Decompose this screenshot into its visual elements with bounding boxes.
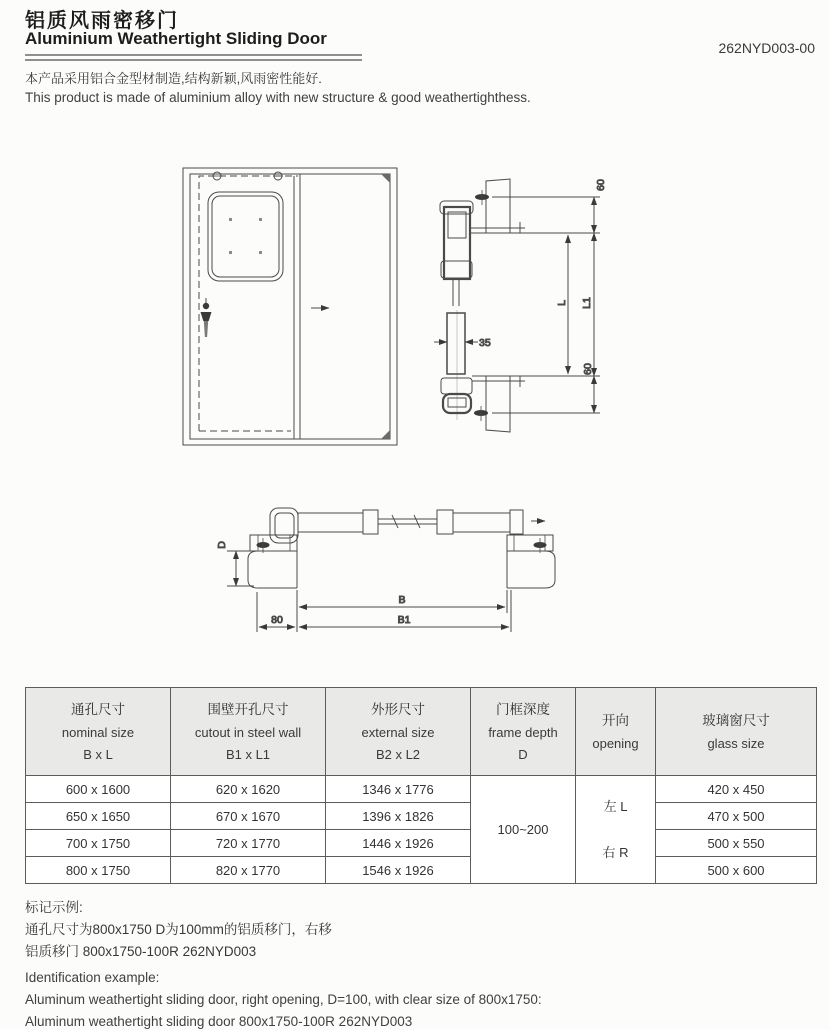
- col-header-zh: 通孔尺寸: [71, 701, 125, 717]
- leaf-right-end: [510, 510, 523, 534]
- top-flange: [470, 222, 600, 233]
- door-inner-frame: [190, 174, 390, 439]
- bottom-wall-stub: [486, 376, 510, 432]
- col-header-en: opening: [592, 735, 639, 751]
- door-outer-frame: [183, 168, 397, 445]
- col-header-sym: B1 x L1: [225, 746, 271, 762]
- corner-gusset-top: [381, 174, 390, 183]
- cell-nominal: 700 x 1750: [26, 830, 171, 857]
- leaf-bottom-box: [447, 313, 465, 374]
- door-front-view: [183, 168, 397, 445]
- opening-left-label: 左 L: [603, 798, 628, 814]
- note-en-title: Identification example:: [25, 970, 160, 985]
- dim-label-60-bottom: 60: [582, 363, 594, 375]
- col-header-sym: D: [518, 746, 528, 762]
- table-row: [26, 857, 817, 884]
- col-header-sym: B2 x L2: [375, 746, 421, 762]
- col-header-en: cutout in steel wall: [194, 724, 302, 740]
- page-title-en: Aluminium Weathertight Sliding Door: [25, 29, 327, 48]
- col-header-cutout: [171, 688, 326, 776]
- note-zh-line1: 通孔尺寸为800x1750 D为100mm的铝质移门，右移: [25, 922, 332, 937]
- note-en-line1: Aluminum weathertight sliding door, right opening, D=100, with clear size of 800x1750:: [25, 992, 542, 1007]
- cell-frame-depth: 100~200: [471, 776, 576, 884]
- col-header-zh: 围壁开孔尺寸: [207, 701, 289, 717]
- cell-external: 1446 x 1926: [326, 830, 471, 857]
- cell-glass: 420 x 450: [656, 776, 817, 803]
- col-header-zh: 外形尺寸: [371, 701, 425, 717]
- intro-text-zh: 本产品采用铝合金型材制造,结构新颖,风雨密性能好.: [25, 71, 322, 86]
- cell-external: 1346 x 1776: [326, 776, 471, 803]
- dim-label-60-top: 60: [595, 179, 607, 191]
- col-header-en: glass size: [707, 735, 765, 751]
- note-zh-title: 标记示例:: [25, 900, 83, 915]
- sill-bracket: [441, 378, 472, 394]
- cell-cutout: 820 x 1770: [171, 857, 326, 884]
- col-header-frame-depth: [471, 688, 576, 776]
- spec-table: [25, 687, 817, 884]
- cell-nominal: 800 x 1750: [26, 857, 171, 884]
- table-row: [26, 776, 817, 803]
- vertical-section: [434, 179, 607, 432]
- col-header-en: frame depth: [488, 724, 558, 740]
- opening-right-label: 右 R: [602, 844, 629, 860]
- bottom-flange: [472, 376, 600, 387]
- col-header-sym: B x L: [83, 746, 113, 762]
- col-header-en: external size: [361, 724, 435, 740]
- cell-glass: 470 x 500: [656, 803, 817, 830]
- leaf-segment-right: [453, 513, 510, 532]
- table-row: [26, 803, 817, 830]
- corner-gusset-bottom: [381, 430, 390, 439]
- dim-label-d: D: [216, 541, 228, 549]
- dim-label-80: 80: [271, 614, 283, 626]
- cell-opening: [576, 776, 656, 884]
- door-handle-icon: [201, 298, 212, 337]
- note-en-line2: Aluminum weathertight sliding door 800x1750-100R 262NYD003: [25, 1014, 413, 1029]
- panel-stem: [453, 278, 459, 306]
- col-header-en: nominal size: [61, 724, 135, 740]
- identification-notes: [25, 897, 805, 1030]
- cell-cutout: 620 x 1620: [171, 776, 326, 803]
- window-inner: [212, 196, 279, 277]
- cell-nominal: 650 x 1650: [26, 803, 171, 830]
- cell-glass: 500 x 600: [656, 857, 817, 884]
- dim-label-b1: B1: [397, 614, 411, 626]
- cell-nominal: 600 x 1600: [26, 776, 171, 803]
- horizontal-section: [216, 508, 555, 632]
- cell-cutout: 670 x 1670: [171, 803, 326, 830]
- cell-cutout: 720 x 1770: [171, 830, 326, 857]
- col-header-nominal-size: [26, 688, 171, 776]
- dim-label-b: B: [398, 594, 406, 606]
- leaf-connector-right: [437, 510, 453, 534]
- leaf-connector-left: [363, 510, 378, 534]
- leaf-edge-double-line: [294, 174, 300, 439]
- cell-external: 1546 x 1926: [326, 857, 471, 884]
- dim-label-l: L: [556, 300, 568, 306]
- window-bolt-dots: [229, 218, 262, 254]
- table-row: [26, 830, 817, 857]
- page-title-zh: 铝质风雨密移门: [25, 10, 179, 32]
- dim-label-l1: L1: [581, 297, 593, 309]
- table-header-row: [26, 688, 817, 776]
- top-wall-stub: [486, 179, 510, 233]
- col-header-opening: [576, 688, 656, 776]
- col-header-glass-size: [656, 688, 817, 776]
- col-header-zh: 门框深度: [496, 701, 550, 717]
- col-header-zh: 开向: [602, 712, 629, 728]
- dim-label-35: 35: [479, 337, 491, 349]
- intro-text-en: This product is made of aluminium alloy with new structure & good weathertighthess.: [25, 90, 531, 105]
- leaf-segment-left: [298, 513, 363, 532]
- leaf-lower-bracket: [441, 261, 472, 278]
- glass-panel-lines: [378, 519, 437, 524]
- document-number: 262NYD003-00: [718, 40, 815, 56]
- left-wall-slab: [248, 551, 297, 588]
- col-header-zh: 玻璃窗尺寸: [702, 712, 770, 728]
- window-outer: [208, 192, 283, 281]
- right-wall-slab: [507, 551, 555, 588]
- note-zh-line2: 铝质移门 800x1750-100R 262NYD003: [25, 944, 257, 959]
- cell-external: 1396 x 1826: [326, 803, 471, 830]
- cell-glass: 500 x 550: [656, 830, 817, 857]
- opening-gap: [576, 817, 655, 843]
- col-header-external-size: [326, 688, 471, 776]
